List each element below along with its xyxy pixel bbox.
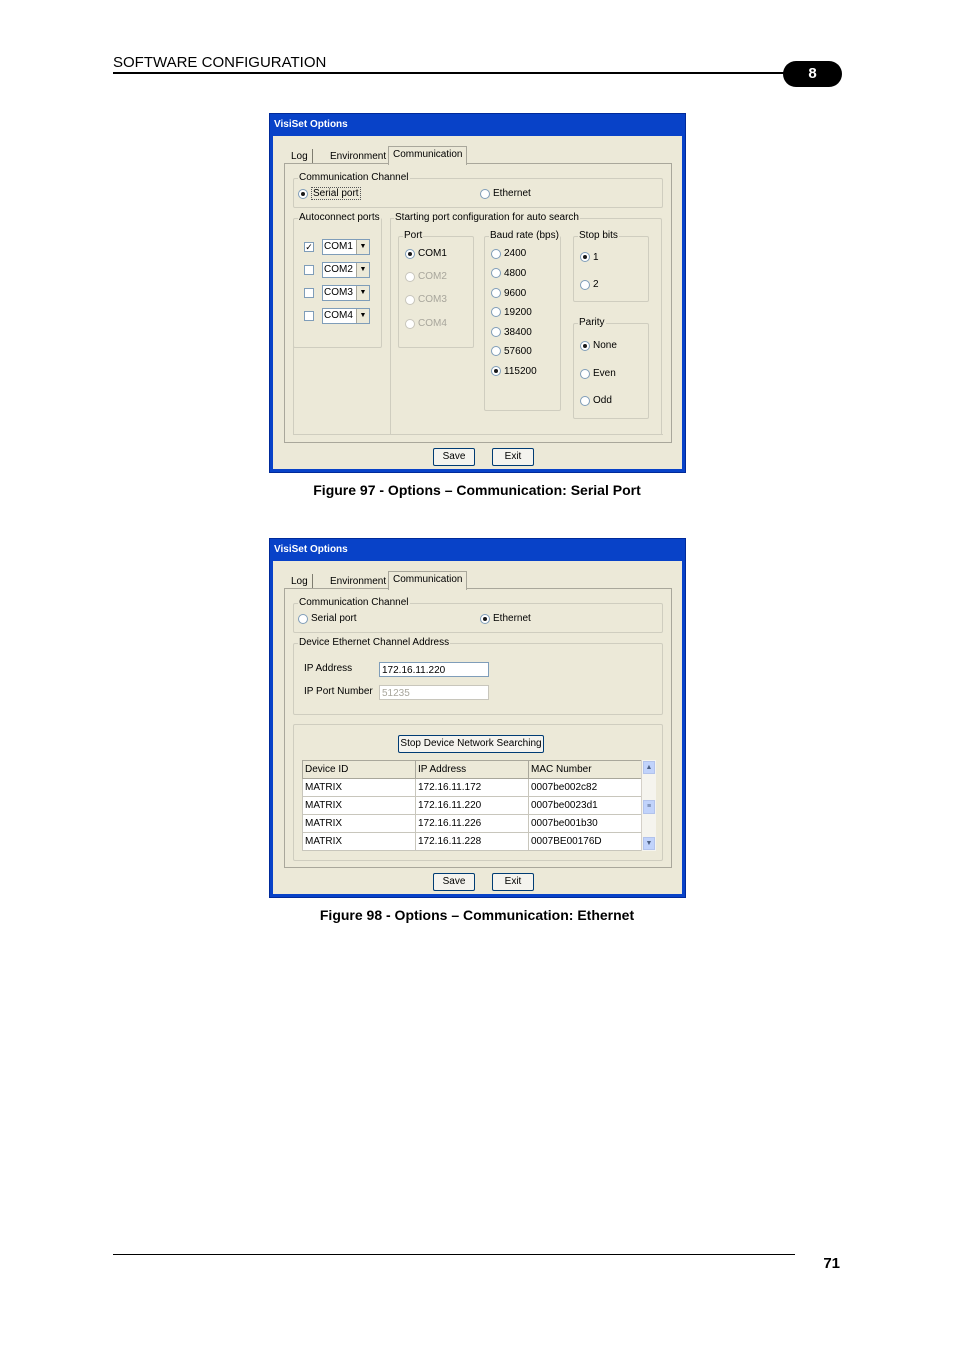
baud-radio-19200[interactable] — [491, 307, 501, 317]
ip-address-label: IP Address — [304, 663, 353, 674]
cell-ip-address: 172.16.11.220 — [416, 797, 529, 815]
stop-device-search-button[interactable]: Stop Device Network Searching — [398, 735, 544, 753]
port-label-com1: COM1 — [418, 248, 447, 259]
cell-mac-number: 0007be001b30 — [529, 815, 642, 833]
port-radio-com4[interactable] — [405, 319, 415, 329]
group-label: Autoconnect ports — [299, 212, 380, 223]
cell-ip-address: 172.16.11.228 — [416, 833, 529, 851]
autoconnect-combo-2[interactable] — [322, 262, 370, 278]
cell-mac-number: 0007BE00176D — [529, 833, 642, 851]
group-label: Port — [404, 230, 423, 241]
baud-label-38400: 38400 — [504, 327, 532, 338]
column-header-mac-number[interactable]: MAC Number — [529, 761, 642, 779]
ethernet-radio[interactable] — [480, 189, 490, 199]
group-label: Communication Channel — [299, 597, 409, 608]
group-label: Stop bits — [579, 230, 618, 241]
chevron-down-icon[interactable]: ▼ — [356, 309, 369, 323]
ip-port-number-input[interactable]: 51235 — [379, 685, 489, 700]
device-search-group — [293, 724, 663, 861]
tab-log[interactable]: Log — [287, 149, 313, 165]
parity-label-none: None — [593, 340, 617, 351]
save-button[interactable]: Save — [433, 448, 475, 466]
autoconnect-combo-1[interactable] — [322, 239, 370, 255]
header-rule — [113, 72, 793, 74]
baud-label-2400: 2400 — [504, 248, 527, 259]
table-header-row — [303, 761, 642, 779]
scroll-down-icon[interactable]: ▼ — [643, 837, 655, 850]
group-label: Baud rate (bps) — [490, 230, 559, 241]
port-label-com2: COM2 — [418, 271, 447, 282]
exit-button[interactable]: Exit — [492, 448, 534, 466]
scroll-thumb[interactable]: ≡ — [643, 800, 655, 814]
baud-label-115200: 115200 — [504, 366, 537, 377]
parity-label-even: Even — [593, 368, 616, 379]
figure-98-caption: Figure 98 - Options – Communication: Ethernet — [319, 907, 635, 923]
stop-bits-group — [573, 230, 649, 302]
communication-channel-group — [293, 597, 663, 633]
tab-communication[interactable]: Communication — [388, 571, 467, 590]
visiset-options-window-serial — [269, 113, 686, 473]
chevron-down-icon[interactable]: ▼ — [356, 263, 369, 277]
group-label: Starting port configuration for auto search — [395, 212, 579, 223]
cell-device-id: MATRIX — [303, 797, 416, 815]
chevron-down-icon[interactable]: ▼ — [356, 240, 369, 254]
ethernet-radio[interactable] — [480, 614, 490, 624]
communication-channel-group — [293, 172, 663, 208]
autoconnect-checkbox-4[interactable] — [304, 311, 314, 321]
parity-label-odd: Odd — [593, 395, 612, 406]
parity-group — [573, 317, 649, 419]
ip-address-input[interactable]: 172.16.11.220 — [379, 662, 489, 677]
port-label-com4: COM4 — [418, 318, 447, 329]
autoconnect-checkbox-1[interactable]: ✓ — [305, 242, 313, 252]
stop-bits-radio-1[interactable] — [580, 252, 590, 262]
baud-radio-115200[interactable] — [491, 366, 501, 376]
tab-environment[interactable]: Environment — [326, 149, 391, 165]
baud-rate-group — [484, 230, 561, 411]
window-client — [273, 136, 682, 469]
combo-value: COM1 — [324, 241, 353, 252]
tab-environment[interactable]: Environment — [326, 574, 391, 590]
cell-mac-number: 0007be0023d1 — [529, 797, 642, 815]
ethernet-label: Ethernet — [493, 613, 531, 624]
window-title: VisiSet Options — [274, 119, 348, 130]
device-ethernet-address-group — [293, 637, 663, 715]
serial-port-radio[interactable] — [298, 614, 308, 624]
column-header-device-id[interactable]: Device ID — [303, 761, 416, 779]
cell-ip-address: 172.16.11.226 — [416, 815, 529, 833]
autoconnect-combo-4[interactable] — [322, 308, 370, 324]
serial-port-radio[interactable] — [298, 189, 308, 199]
column-header-ip-address[interactable]: IP Address — [416, 761, 529, 779]
window-title: VisiSet Options — [274, 544, 348, 555]
tab-log[interactable]: Log — [287, 574, 313, 590]
autoconnect-checkbox-3[interactable] — [304, 288, 314, 298]
port-radio-com2[interactable] — [405, 272, 415, 282]
page-header-title: SOFTWARE CONFIGURATION — [113, 54, 327, 71]
tab-panel — [284, 163, 672, 443]
scroll-up-icon[interactable]: ▲ — [643, 761, 655, 774]
combo-value: COM2 — [324, 264, 353, 275]
serial-port-label: Serial port — [311, 613, 357, 624]
baud-radio-9600[interactable] — [491, 288, 501, 298]
cell-device-id: MATRIX — [303, 815, 416, 833]
device-table — [302, 760, 642, 851]
parity-radio-even[interactable] — [580, 369, 590, 379]
table-row[interactable] — [303, 833, 642, 851]
exit-button[interactable]: Exit — [492, 873, 534, 891]
group-label: Device Ethernet Channel Address — [299, 637, 450, 648]
baud-label-9600: 9600 — [504, 288, 527, 299]
combo-value: COM4 — [324, 310, 353, 321]
table-row[interactable] — [303, 815, 642, 833]
stop-bits-radio-2[interactable] — [580, 280, 590, 290]
page-number: 71 — [823, 1255, 840, 1272]
footer-rule — [113, 1254, 795, 1255]
baud-radio-57600[interactable] — [491, 346, 501, 356]
tab-communication[interactable]: Communication — [388, 146, 467, 165]
baud-label-19200: 19200 — [504, 307, 532, 318]
starting-port-config-group — [390, 212, 662, 435]
vertical-separator-left — [293, 346, 294, 434]
port-radio-com1[interactable] — [405, 249, 415, 259]
parity-radio-none[interactable] — [580, 341, 590, 351]
baud-radio-2400[interactable] — [491, 249, 501, 259]
table-scrollbar[interactable] — [641, 760, 656, 851]
save-button[interactable]: Save — [433, 873, 475, 891]
window-client — [273, 561, 682, 894]
cell-device-id: MATRIX — [303, 779, 416, 797]
table-row[interactable] — [303, 779, 642, 797]
autoconnect-checkbox-2[interactable] — [304, 265, 314, 275]
port-radio-com3[interactable] — [405, 295, 415, 305]
autoconnect-combo-3[interactable] — [322, 285, 370, 301]
visiset-options-window-ethernet — [269, 538, 686, 898]
group-label: Communication Channel — [299, 172, 409, 183]
baud-label-57600: 57600 — [504, 346, 532, 357]
combo-value: COM3 — [324, 287, 353, 298]
parity-radio-odd[interactable] — [580, 396, 590, 406]
port-group — [398, 230, 474, 348]
figure-97-caption: Figure 97 - Options – Communication: Serial Port — [313, 482, 641, 498]
autoconnect-ports-group — [293, 212, 382, 348]
tab-panel — [284, 588, 672, 868]
baud-label-4800: 4800 — [504, 268, 527, 279]
ip-port-number-label: IP Port Number — [304, 686, 373, 697]
baud-radio-4800[interactable] — [491, 268, 501, 278]
cell-mac-number: 0007be002c82 — [529, 779, 642, 797]
ethernet-label: Ethernet — [493, 188, 531, 199]
stop-bits-label-1: 1 — [593, 252, 599, 263]
table-row[interactable] — [303, 797, 642, 815]
chevron-down-icon[interactable]: ▼ — [356, 286, 369, 300]
port-label-com3: COM3 — [418, 294, 447, 305]
chapter-badge: 8 — [783, 61, 842, 87]
cell-device-id: MATRIX — [303, 833, 416, 851]
stop-bits-label-2: 2 — [593, 279, 599, 290]
baud-radio-38400[interactable] — [491, 327, 501, 337]
group-label: Parity — [579, 317, 605, 328]
serial-port-label: Serial port — [313, 188, 359, 199]
cell-ip-address: 172.16.11.172 — [416, 779, 529, 797]
